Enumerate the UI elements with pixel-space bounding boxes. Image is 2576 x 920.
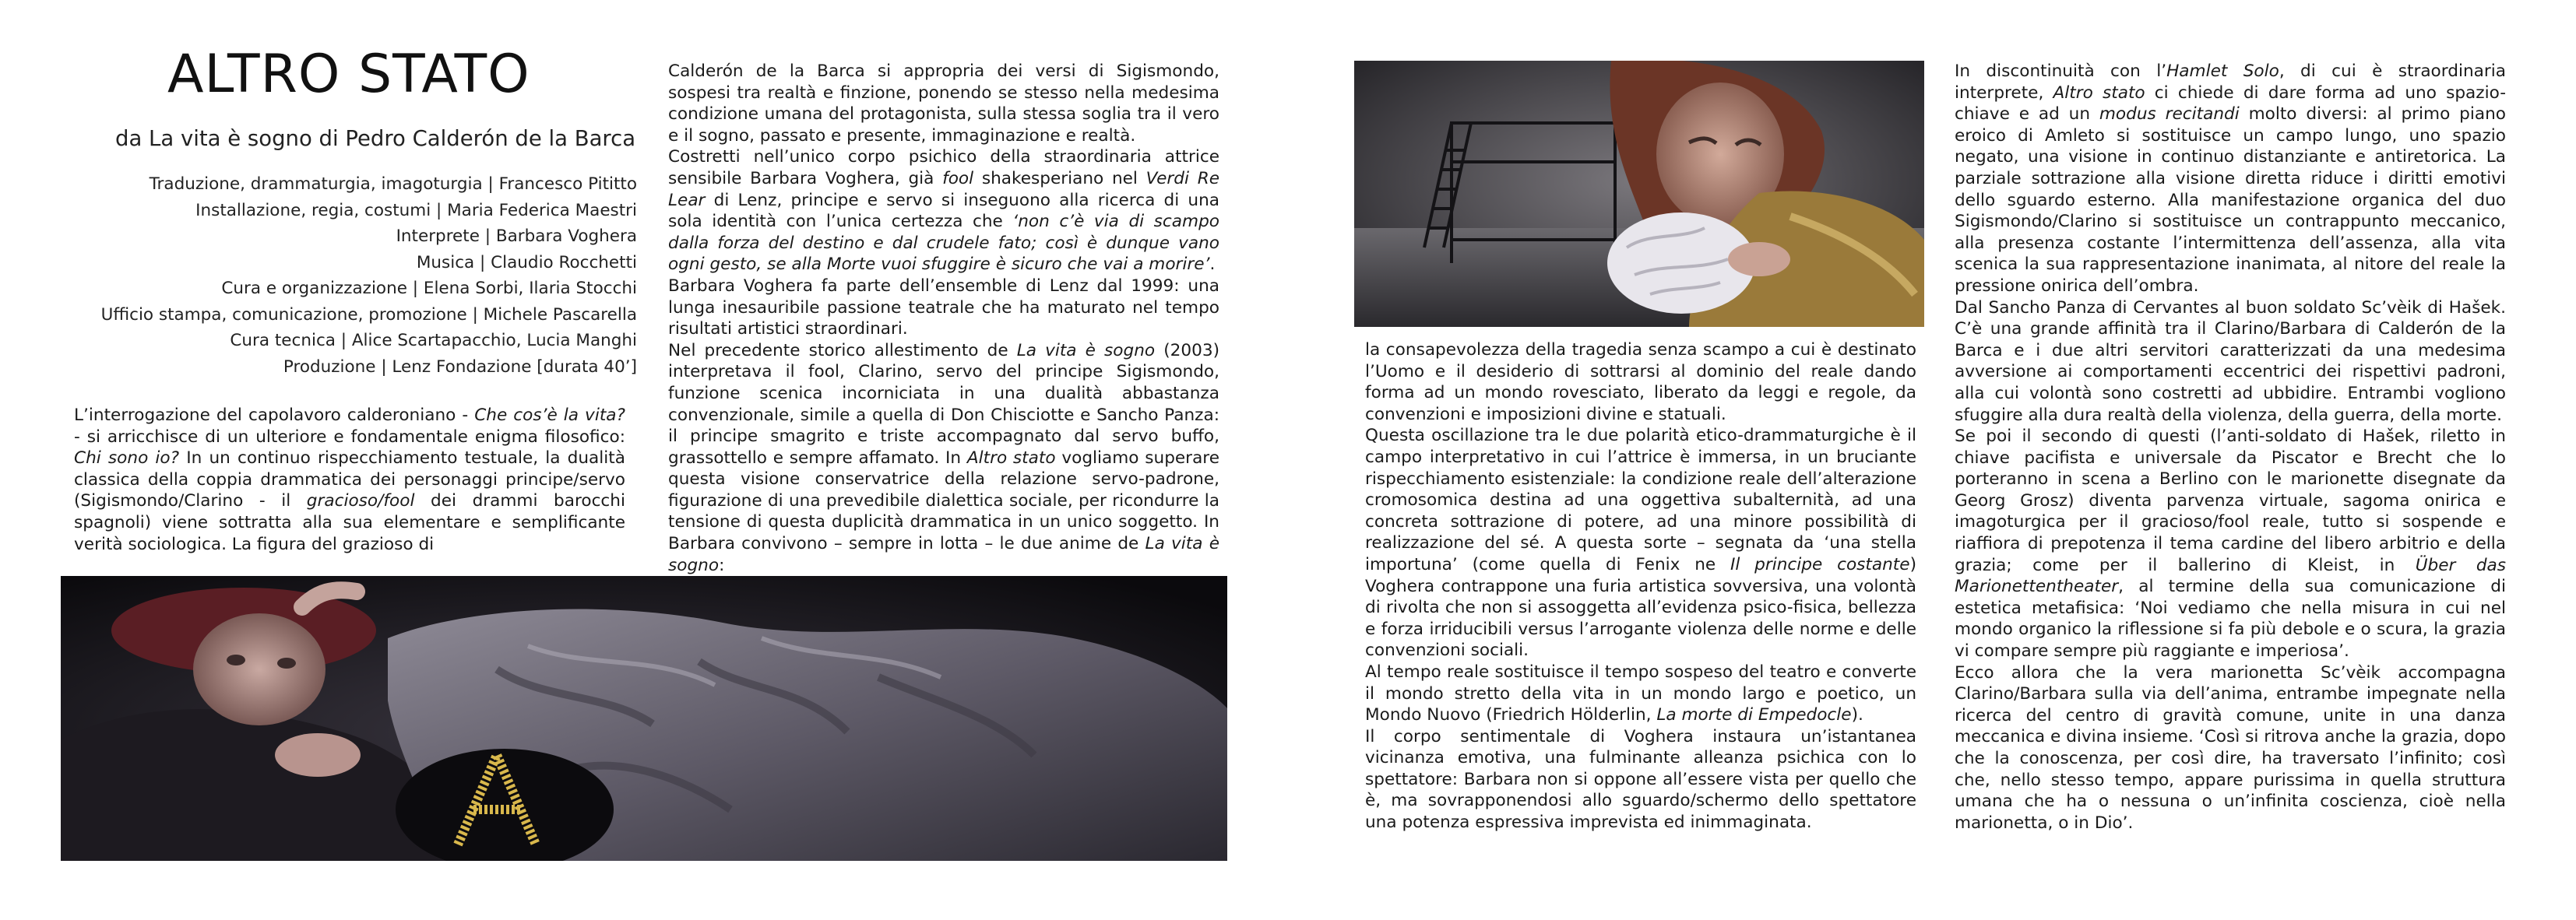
text-segment: dei drammi barocchi spagnoli) viene sottratta alla sua elementare e semplificante verità sociologica. La figura del grazioso di [74, 491, 625, 554]
text-segment: Ecco allora che la vera marionetta Sc’vèik accompagna Clarino/Barbara sulla via dell’anima, entrambe impegnate nella ricerca del centro di gravità comune, unite in una danza meccanica e divina insieme. ‘Così si ritrova anche la grazia, dopo che la conoscenza, per così dire, ha traversato l’infinito; così che, nello stesso tempo, appare purissima in quella struttura umana che ha o nessuna o un’infinita coscienza, cioè nella marionetta, o in Dio’. [1955, 662, 2506, 833]
stage-photo-bed [1354, 61, 1924, 327]
text-segment: shakesperiano nel [973, 168, 1146, 188]
text-segment-italic: Che cos’è la vita? [474, 406, 625, 425]
text-segment: Al tempo reale sostituisce il tempo sospeso del teatro e converte il mondo stretto della vita in un mondo largo e poetico, un Mondo Nuovo (Friedrich Hölderlin, [1365, 662, 1916, 725]
text-segment: molto diversi: al primo piano eroico di Amleto si sostituisce un campo lungo, uno spazio negato, una visione in continuo distanziante e antiretorica. La parziale sottrazione alla visione diretta riduce i diritti emotivi dello sguardo esterno. Alla manifestazione organica del duo Sigismondo/Clarino si sostituisce un contrappunto meccanico, alla presenza costante l’intermittenza dell’assenza, alla vita scenica la sua rappresentazione inanimata, al nitore del reale la pressione onirica dell’ombra. [1955, 104, 2506, 296]
intro-paragraph [74, 405, 625, 555]
text-segment-italic: Il principe costante [1730, 554, 1910, 574]
credit-line: Musica | Claudio Rocchetti [416, 252, 637, 272]
credit-line: Installazione, regia, costumi | Maria Federica Maestri [195, 200, 637, 220]
paragraph [1955, 61, 2506, 297]
right-column-a [1365, 339, 1916, 834]
text-segment: In un continuo rispecchiamento testuale, la dualità classica della coppia drammatica dei personaggi principe/servo (Sigismondo/Clarino - il [74, 448, 625, 511]
text-segment: , di cui è straordinaria interprete, [1955, 61, 2506, 103]
paragraph [668, 61, 1219, 146]
text-segment: . [1209, 255, 1216, 275]
text-segment: L’interrogazione del capolavoro calderoniano - [74, 406, 475, 425]
text-segment-italic: Altro stato [966, 448, 1056, 468]
text-segment-italic: modus recitandi [2099, 104, 2240, 125]
text-segment: Il corpo sentimentale di Voghera instaura un’istantanea vicinanza emotiva, una fulminante alleanza psichica con lo spettatore: Barbara non si oppone all’essere vista per quello che è, ma sovrapponendosi allo sguardo/schermo dello spettatore una potenza espressiva imprevista ed inimmaginata. [1365, 726, 1916, 833]
text-segment: ci chiede di dare forma ad uno spazio-chiave e ad un [1955, 83, 2506, 125]
text-segment-italic: La vita è sogno [668, 534, 1219, 575]
text-segment-italic: ‘non c’è via di scampo dalla forza del destino e dal crudele fato; così è dunque vano ogni gesto, se alla Morte vuoi sfuggire è sicuro che vai a morire’ [668, 212, 1219, 275]
text-segment: Barbara Voghera fa parte dell’ensemble di Lenz dal 1999: una lunga inesauribile passione teatrale che ha maturato nel tempo risultati artistici straordinari. [668, 276, 1219, 339]
page-subtitle: da La vita è sogno di Pedro Calderón de la Barca [115, 126, 636, 151]
paragraph [668, 276, 1219, 340]
stage-photo-bed-image [1354, 61, 1924, 327]
text-segment: Se poi il secondo di questi (l’anti-soldato di Hašek, riletto in chiave pacifista e universale da Piscator e Brecht che lo porteranno in scena a Berlino con le marionette disegnate da Georg Grosz) diventa parvenza virtuale, sagoma onirica e imagoturgica per il gracioso/fool reale, tutto si sospende e riaffiora di prepotenza il tema cardine del libero arbitrio e della grazia; come per il ballerino di Kleist, in [1955, 427, 2506, 575]
paragraph [668, 146, 1219, 276]
text-segment: , al termine della sua comunicazione di estetica metafisica: ‘Noi vediamo che nella misura in cui nel mondo organico la riflessione si fa più debole e o scura, la grazia vi compare sempre più raggiante e imperiosa’. [1955, 577, 2506, 662]
text-segment: In discontinuità con l’ [1955, 61, 2167, 81]
text-segment: Calderón de la Barca si appropria dei versi di Sigismondo, sospesi tra realtà e finzione, ponendo se stesso nella medesima condizione umana del protagonista, sulla stessa soglia tra il vero e il sogno, passato e presente, immaginazione e realtà. [668, 61, 1219, 146]
text-segment-italic: Verdi Re Lear [668, 168, 1219, 210]
credits-list [61, 171, 637, 380]
text-segment-italic: La vita è sogno [1016, 340, 1156, 360]
credit-line: Traduzione, drammaturgia, imagoturgia | Francesco Pititto [149, 174, 637, 194]
stage-photo-lying-image [61, 576, 1227, 861]
text-segment: vogliamo superare questa visione conservatrice della relazione servo-padrone, figurazione di una prevedibile dialettica sociale, per ricondurre la tensione di questa duplicità drammatica in un unico soggetto. In Barbara convivono – sempre in lotta – le due anime de [668, 448, 1219, 554]
text-segment: (2003) interpretava il fool, Clarino, servo del principe Sigismondo, funzione scenica incorniciata in una dualità abbastanza convenzionale, simile a quella di Don Chisciotte e Sancho Panza: il principe smagrito e triste accompagnato dal servo buffo, grassottello e sempre affamato. In [668, 340, 1219, 468]
credit-line: Cura tecnica | Alice Scartapacchio, Lucia Manghi [230, 331, 637, 350]
text-segment: ) Voghera contrappone una furia artistica sovversiva, una volontà di rivolta che non si assoggetta all’evidenza psico-fisica, bellezza e forza irriducibili versus l’arrogante violenza delle norme e delle convenzioni sociali. [1365, 554, 1916, 661]
text-segment: : [719, 555, 725, 575]
text-segment: Costretti nell’unico corpo psichico della straordinaria attrice sensibile Barbara Voghera, già [668, 147, 1219, 188]
text-segment: la consapevolezza della tragedia senza scampo a cui è destinato l’Uomo e il desiderio di sottrarsi al dominio del reale dando forma ad un mondo rovesciato, liberato da leggi e regole, da convenzioni e imposizioni divine e statuali. [1365, 340, 1916, 424]
text-segment-italic: Chi sono io? [74, 448, 180, 469]
text-segment-italic: Über das Marionettentheater [1955, 555, 2507, 597]
text-segment-italic: gracioso/fool [306, 491, 415, 511]
middle-column [668, 61, 1219, 576]
paragraph [1955, 662, 2506, 834]
paragraph [1365, 425, 1916, 662]
credit-line: Ufficio stampa, comunicazione, promozione | Michele Pascarella [100, 304, 637, 325]
paragraph [1365, 662, 1916, 726]
text-segment: Dal Sancho Panza di Cervantes al buon soldato Sc’vèik di Hašek. C’è una grande affinità tra il Clarino/Barbara di Calderón de la Barca e i due altri servitori caratterizzati da una medesima avversione ai comportamenti eccentrici dei rispettivi padroni, alla cui volontà sono costretti ad ubbidire. Entrambi vogliono sfuggire alla dura realtà della violenza, della guerra, della morte. [1955, 297, 2506, 425]
paragraph [668, 340, 1219, 577]
text-segment: ). [1851, 705, 1863, 725]
text-segment-italic: La morte di Empedocle [1656, 705, 1852, 725]
page-title: ALTRO STATO [167, 44, 530, 105]
credit-line: Produzione | Lenz Fondazione [durata 40’] [283, 356, 637, 377]
text-segment: - si arricchisce di un ulteriore e fondamentale enigma filosofico: [74, 427, 625, 447]
paragraph [1365, 339, 1916, 425]
credit-line: Cura e organizzazione | Elena Sorbi, Ilaria Stocchi [221, 279, 637, 298]
paragraph [74, 405, 625, 555]
text-segment-italic: fool [942, 168, 974, 188]
text-segment: Questa oscillazione tra le due polarità etico-drammaturgiche è il campo interpretativo in cui l’attrice è immersa, in un bruciante rispecchiamento esistenziale: la condizione reale dell’alterazione cromosomica destina ad una oggettiva subalternità, ad una concreta sottrazione di potere, ad una minore possibilità di realizzazione del sé. A questa sorte – segnata da ‘una stella importuna’ (come quella di Fenix ne [1365, 426, 1916, 574]
paragraph [1955, 297, 2506, 427]
paragraph [1365, 726, 1916, 834]
text-segment-italic: Altro stato [2053, 83, 2145, 103]
text-segment: Nel precedente storico allestimento de [668, 340, 1017, 360]
credit-line: Interprete | Barbara Voghera [396, 226, 637, 246]
paragraph [1955, 426, 2506, 662]
text-segment: di Lenz, principe e servo si inseguono alla ricerca di una sola identità con l’unica certezza che [668, 190, 1219, 232]
stage-photo-lying [61, 576, 1227, 861]
right-column-b [1955, 61, 2506, 834]
text-segment-italic: Hamlet Solo [2166, 61, 2279, 81]
